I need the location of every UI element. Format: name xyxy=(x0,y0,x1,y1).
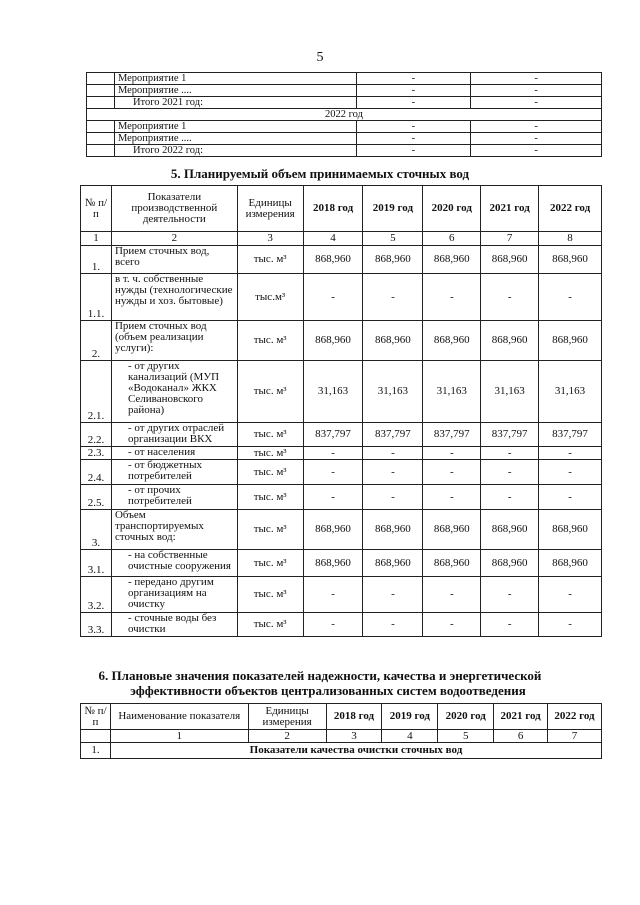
row-value: - xyxy=(423,460,481,485)
table-row xyxy=(81,577,602,613)
row-value: - xyxy=(363,485,423,510)
row-unit: тыс.м³ xyxy=(237,274,303,321)
table-row xyxy=(81,743,602,759)
table-row xyxy=(81,423,602,447)
row-value: - xyxy=(481,460,539,485)
header-name: Наименование показателя xyxy=(110,704,248,730)
row-value: - xyxy=(363,613,423,637)
total-label: Итого 2021 год: xyxy=(114,97,356,109)
header-year: 2019 год xyxy=(363,186,423,232)
row-label: - передано другим организациям на очистку xyxy=(111,577,237,613)
row-value: 868,960 xyxy=(423,321,481,361)
table-row xyxy=(81,274,602,321)
row-label: - от других канализаций (МУП «Водоканал» ЖКХ Селивановского района) xyxy=(111,361,237,423)
row-value: - xyxy=(363,577,423,613)
row-unit: тыс. м³ xyxy=(237,423,303,447)
header-year: 2022 год xyxy=(548,704,602,730)
table-row xyxy=(81,613,602,637)
row-value: - xyxy=(363,460,423,485)
year-row xyxy=(87,109,602,121)
header-indicator: Показатели производственной деятельности xyxy=(111,186,237,232)
row-value: 868,960 xyxy=(481,246,539,274)
header-row xyxy=(81,704,602,730)
row-number: 3.1. xyxy=(81,550,112,577)
row-value: - xyxy=(481,613,539,637)
row-value: - xyxy=(539,274,602,321)
row-unit: тыс. м³ xyxy=(237,510,303,550)
row-number: 2.3. xyxy=(81,447,112,460)
row-unit: тыс. м³ xyxy=(237,613,303,637)
row-label: - от населения xyxy=(111,447,237,460)
header-year: 2022 год xyxy=(539,186,602,232)
row-value: - xyxy=(303,274,363,321)
row-value: 868,960 xyxy=(481,510,539,550)
row-value: - xyxy=(481,485,539,510)
row-value: - xyxy=(423,447,481,460)
row-number: 2.1. xyxy=(81,361,112,423)
row-value: - xyxy=(423,577,481,613)
row-value: 837,797 xyxy=(423,423,481,447)
row-value: 868,960 xyxy=(539,550,602,577)
row-value: 868,960 xyxy=(363,246,423,274)
events-table xyxy=(86,72,602,157)
row-value: - xyxy=(539,577,602,613)
header-year: 2020 год xyxy=(438,704,494,730)
year-2022-label: 2022 год xyxy=(87,109,602,121)
row-value: 868,960 xyxy=(481,550,539,577)
event-label: Мероприятие 1 xyxy=(114,73,356,85)
row-value: - xyxy=(481,577,539,613)
row-value: - xyxy=(303,613,363,637)
row-value: - xyxy=(539,460,602,485)
table-row xyxy=(81,361,602,423)
header-year: 2019 год xyxy=(382,704,438,730)
row-number: 1. xyxy=(81,246,112,274)
row-value: 868,960 xyxy=(481,321,539,361)
reliability-indicators-table xyxy=(80,703,602,759)
row-value: 31,163 xyxy=(303,361,363,423)
table-row: Мероприятие .... - - xyxy=(87,85,602,97)
row-label: Прием сточных вод (объем реализации услуги): xyxy=(111,321,237,361)
row-label: - сточные воды без очистки xyxy=(111,613,237,637)
row-value: - xyxy=(363,274,423,321)
event-label: Мероприятие .... xyxy=(114,85,356,97)
row-label: - от прочих потребителей xyxy=(111,485,237,510)
row-value: 31,163 xyxy=(423,361,481,423)
row-label: - на собственные очистные сооружения xyxy=(111,550,237,577)
row-value: 868,960 xyxy=(303,321,363,361)
header-year: 2021 год xyxy=(494,704,548,730)
row-value: - xyxy=(303,460,363,485)
row-unit: тыс. м³ xyxy=(237,447,303,460)
wastewater-volume-table xyxy=(80,185,602,637)
header-year: 2020 год xyxy=(423,186,481,232)
row-value: 868,960 xyxy=(303,246,363,274)
header-year: 2018 год xyxy=(326,704,382,730)
row-value: - xyxy=(539,447,602,460)
section-6-title-line2: эффективности объектов централизованных систем водоотведения xyxy=(130,683,526,698)
page-number: 5 xyxy=(316,50,324,65)
header-unit: Единицы измерения xyxy=(237,186,303,232)
row-number: 2.5. xyxy=(81,485,112,510)
table-row: Мероприятие .... - - xyxy=(87,133,602,145)
row-value: 868,960 xyxy=(423,510,481,550)
row-value: 868,960 xyxy=(539,321,602,361)
row-value: 868,960 xyxy=(423,550,481,577)
row-unit: тыс. м³ xyxy=(237,361,303,423)
row-unit: тыс. м³ xyxy=(237,485,303,510)
row-number: 2.4. xyxy=(81,460,112,485)
row-value: 31,163 xyxy=(363,361,423,423)
row-unit: тыс. м³ xyxy=(237,460,303,485)
row-label: в т. ч. собственные нужды (технологические нужды и хоз. бытовые) xyxy=(111,274,237,321)
row-label: Показатели качества очистки сточных вод xyxy=(110,743,601,759)
row-number: 3.2. xyxy=(81,577,112,613)
row-value: - xyxy=(423,485,481,510)
row-value: 868,960 xyxy=(363,321,423,361)
header-year: 2018 год xyxy=(303,186,363,232)
row-unit: тыс. м³ xyxy=(237,246,303,274)
row-value: 868,960 xyxy=(363,550,423,577)
row-value: - xyxy=(481,447,539,460)
row-value: 868,960 xyxy=(363,510,423,550)
table-row xyxy=(81,321,602,361)
row-value: 868,960 xyxy=(539,510,602,550)
row-value: - xyxy=(539,485,602,510)
row-value: - xyxy=(481,274,539,321)
table-row: Итого 2022 год: - - xyxy=(87,145,602,157)
row-value: 868,960 xyxy=(423,246,481,274)
row-number: 3.3. xyxy=(81,613,112,637)
header-year: 2021 год xyxy=(481,186,539,232)
row-number: 3. xyxy=(81,510,112,550)
header-unit: Единицы измерения xyxy=(248,704,326,730)
row-value: - xyxy=(303,447,363,460)
table-row xyxy=(81,246,602,274)
row-value: 868,960 xyxy=(539,246,602,274)
row-number: 1. xyxy=(81,743,111,759)
row-number: 1.1. xyxy=(81,274,112,321)
row-label: Прием сточных вод, всего xyxy=(111,246,237,274)
row-unit: тыс. м³ xyxy=(237,321,303,361)
row-value: 868,960 xyxy=(303,510,363,550)
row-value: 837,797 xyxy=(363,423,423,447)
row-value: - xyxy=(303,577,363,613)
section-6-title-line1: 6. Плановые значения показателей надежности, качества и энергетической xyxy=(98,668,542,683)
row-value: - xyxy=(363,447,423,460)
row-value: - xyxy=(423,613,481,637)
row-label: - от бюджетных потребителей xyxy=(111,460,237,485)
table-row xyxy=(81,460,602,485)
row-value: - xyxy=(423,274,481,321)
table-row xyxy=(81,510,602,550)
header-num: № п/п xyxy=(81,704,111,730)
table-row: Мероприятие 1 - - xyxy=(87,73,602,85)
row-value: 868,960 xyxy=(303,550,363,577)
row-value: - xyxy=(539,613,602,637)
row-value: 31,163 xyxy=(481,361,539,423)
row-number: 2. xyxy=(81,321,112,361)
table-row xyxy=(81,550,602,577)
row-label: - от других отраслей организации ВКХ xyxy=(111,423,237,447)
table-row xyxy=(81,485,602,510)
section-5-title: 5. Планируемый объем принимаемых сточных вод xyxy=(170,166,470,181)
header-num: № п/п xyxy=(81,186,112,232)
row-value: 837,797 xyxy=(303,423,363,447)
row-number: 2.2. xyxy=(81,423,112,447)
event-label: Мероприятие .... xyxy=(114,133,356,145)
row-unit: тыс. м³ xyxy=(237,550,303,577)
table-row xyxy=(81,447,602,460)
row-unit: тыс. м³ xyxy=(237,577,303,613)
row-value: 837,797 xyxy=(481,423,539,447)
column-number-row: 1 2 3 4 5 6 7 xyxy=(81,730,602,743)
row-value: - xyxy=(303,485,363,510)
row-value: 31,163 xyxy=(539,361,602,423)
total-label: Итого 2022 год: xyxy=(114,145,356,157)
event-label: Мероприятие 1 xyxy=(114,121,356,133)
table-row: Мероприятие 1 - - xyxy=(87,121,602,133)
header-row xyxy=(81,186,602,232)
row-label: Объем транспортируемых сточных вод: xyxy=(111,510,237,550)
table-row: Итого 2021 год: - - xyxy=(87,97,602,109)
column-number-row: 1 2 3 4 5 6 7 8 xyxy=(81,232,602,246)
row-value: 837,797 xyxy=(539,423,602,447)
